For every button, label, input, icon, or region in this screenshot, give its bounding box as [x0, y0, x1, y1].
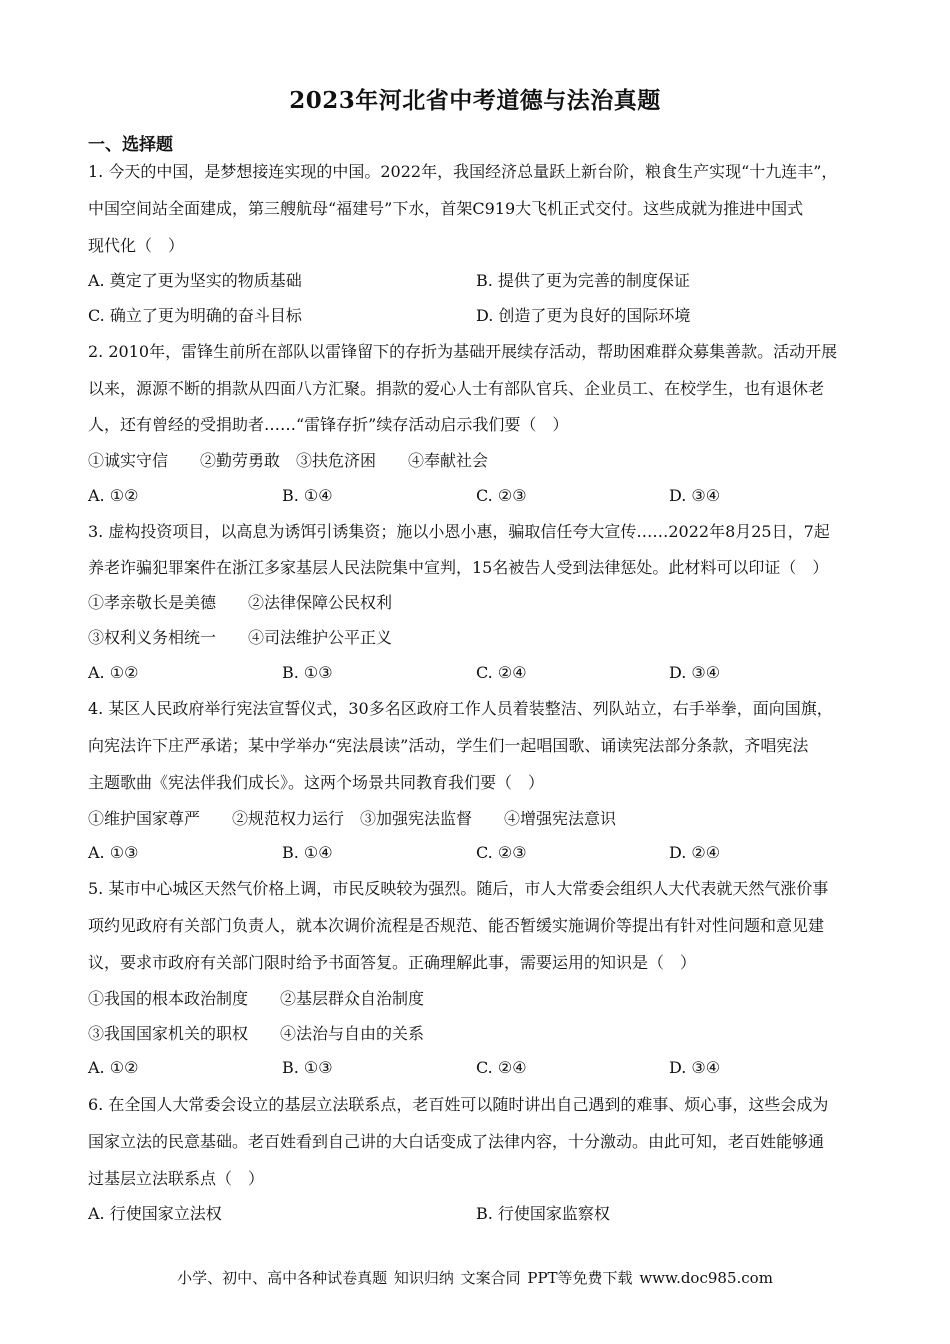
q5-option-a: A. ①②: [88, 1058, 139, 1077]
q1-option-b: B. 提供了更为完善的制度保证: [476, 271, 690, 290]
q1-option-a: A. 奠定了更为坚实的物质基础: [88, 271, 302, 290]
q5-items-2: ③我国国家机关的职权 ④法治与自由的关系: [88, 1024, 425, 1043]
q5-line-1: 5. 某市中心城区天然气价格上调，市民反映较为强烈。随后，市人大常委会组织人大代表就天然气涨价事: [88, 879, 829, 898]
q4-option-a: A. ①③: [88, 843, 139, 862]
q1-line-2: 中国空间站全面建成，第三艘航母“福建号”下水，首架C919大飞机正式交付。这些成就为推进中国式: [88, 199, 804, 218]
q5-line-3: 议，要求市政府有关部门限时给予书面答复。正确理解此事，需要运用的知识是（ ）: [88, 953, 697, 972]
q5-line-2: 项约见政府有关部门负责人，就本次调价流程是否规范、能否暂缓实施调价等提出有针对性问题和意见建: [88, 916, 825, 935]
q2-option-b: B. ①④: [282, 486, 333, 505]
q3-line-2: 养老诈骗犯罪案件在浙江多家基层人民法院集中宣判，15名被告人受到法律惩处。此材料可以印证（ ）: [88, 558, 829, 577]
q4-option-c: C. ②③: [476, 843, 527, 862]
q6-option-a: A. 行使国家立法权: [88, 1204, 222, 1223]
q3-option-d: D. ③④: [669, 663, 721, 682]
page-title: 2023年河北省中考道德与法治真题: [289, 87, 661, 114]
q2-option-d: D. ③④: [669, 486, 721, 505]
q5-option-b: B. ①③: [282, 1058, 333, 1077]
q4-line-2: 向宪法许下庄严承诺；某中学举办“宪法晨读”活动，学生们一起唱国歌、诵读宪法部分条款，齐唱宪法: [88, 736, 809, 755]
q6-line-1: 6. 在全国人大常委会设立的基层立法联系点，老百姓可以随时讲出自己遇到的难事、烦心事，这些会成为: [88, 1095, 829, 1114]
q4-line-3: 主题歌曲《宪法伴我们成长》。这两个场景共同教育我们要（ ）: [88, 773, 545, 792]
q6-option-b: B. 行使国家监察权: [476, 1204, 610, 1223]
q1-line-1: 1. 今天的中国，是梦想接连实现的中国。2022年，我国经济总量跃上新台阶，粮食生产实现“十九连丰”，: [88, 162, 838, 181]
page-footer: 小学、初中、高中各种试卷真题 知识归纳 文案合同 PPT等免费下载 www.doc985.com: [177, 1269, 773, 1287]
q2-line-2: 以来，源源不断的捐款从四面八方汇聚。捐款的爱心人士有部队官兵、企业员工、在校学生，也有退休老: [88, 379, 825, 398]
q3-option-a: A. ①②: [88, 663, 139, 682]
q3-items-1: ①孝亲敬长是美德 ②法律保障公民权利: [88, 593, 393, 612]
q2-items: ①诚实守信 ②勤劳勇敢 ③扶危济困 ④奉献社会: [88, 451, 489, 470]
q6-line-2: 国家立法的民意基础。老百姓看到自己讲的大白话变成了法律内容，十分激动。由此可知，老百姓能够通: [88, 1132, 825, 1151]
q5-items-1: ①我国的根本政治制度 ②基层群众自治制度: [88, 989, 425, 1008]
q4-items: ①维护国家尊严 ②规范权力运行 ③加强宪法监督 ④增强宪法意识: [88, 809, 617, 828]
q4-line-1: 4. 某区人民政府举行宪法宣誓仪式，30多名区政府工作人员着装整洁、列队站立，右手举拳，面向国旗，: [88, 699, 833, 718]
q4-option-b: B. ①④: [282, 843, 333, 862]
section-heading: 一、选择题: [88, 135, 173, 155]
q3-option-c: C. ②④: [476, 663, 527, 682]
q5-option-c: C. ②④: [476, 1058, 527, 1077]
q1-option-d: D. 创造了更为良好的国际环境: [476, 306, 691, 325]
q2-option-a: A. ①②: [88, 486, 139, 505]
q3-line-1: 3. 虚构投资项目，以高息为诱饵引诱集资；施以小恩小惠，骗取信任夸大宣传……2022年8月25日，7起: [88, 522, 830, 541]
q3-option-b: B. ①③: [282, 663, 333, 682]
q2-option-c: C. ②③: [476, 486, 527, 505]
q2-line-1: 2. 2010年，雷锋生前所在部队以雷锋留下的存折为基础开展续存活动，帮助困难群众募集善款。活动开展: [88, 342, 838, 361]
q2-line-3: 人，还有曾经的受捐助者……“雷锋存折”续存活动启示我们要（ ）: [88, 415, 569, 434]
q3-items-2: ③权利义务相统一 ④司法维护公平正义: [88, 628, 393, 647]
q6-line-3: 过基层立法联系点（ ）: [88, 1169, 265, 1188]
q1-line-3: 现代化（ ）: [88, 236, 185, 255]
q1-option-c: C. 确立了更为明确的奋斗目标: [88, 306, 302, 325]
q5-option-d: D. ③④: [669, 1058, 721, 1077]
q4-option-d: D. ②④: [669, 843, 721, 862]
